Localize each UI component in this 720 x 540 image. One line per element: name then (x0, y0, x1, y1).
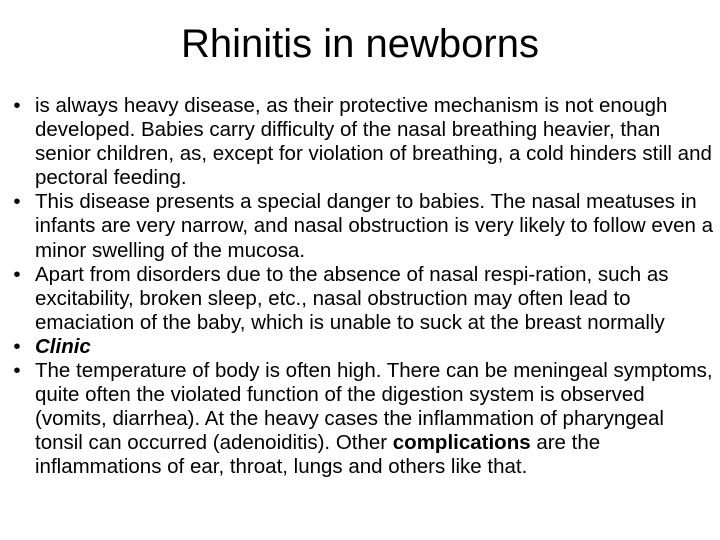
bullet-dot-icon: • (13, 94, 21, 117)
bullet-item-temperature (10, 359, 714, 479)
complications-emphasis: complications (392, 431, 531, 455)
bullet-list (10, 94, 714, 480)
bullet-text: The temperature of body is often high. There can be meningeal symptoms, quite often the violated function of the digestion system is observed (vomits, diarrhea). At the heavy cases the inflammation of pharyngeal tonsil can occurred (adenoiditis). Other (35, 359, 713, 455)
bullet-text: is always heavy disease, as their protective mechanism is not enough developed. Babies carry difficulty of the nasal breathing heavier, than senior children, as, except for violation of breathing, a cold hinders still and pectoral feeding. (35, 94, 712, 190)
bullet-item-disorders (10, 263, 714, 335)
clinic-heading: Clinic (35, 334, 91, 358)
bullet-item-special-danger (10, 190, 714, 262)
bullet-text: are the inflammations of ear, throat, lungs and others like that. (35, 431, 601, 479)
bullet-item-heavy-disease (10, 94, 714, 190)
slide-title: Rhinitis in newborns (181, 22, 539, 66)
bullet-dot-icon: • (13, 359, 21, 383)
bullet-text: Apart from disorders due to the absence of nasal respi-ration, such as excitability, broken sleep, etc., nasal obstruction may often lead to emaciation of the baby, which is unable to suck at the breast normally (35, 262, 669, 334)
bullet-dot-icon: • (13, 334, 21, 358)
bullet-text: This disease presents a special danger to babies. The nasal meatuses in infants are very narrow, and nasal obstruction is very likely to follow even a minor swelling of the mucosa. (35, 190, 713, 262)
bullet-dot-icon: • (13, 190, 21, 214)
bullet-dot-icon: • (13, 262, 21, 286)
bullet-item-clinic (10, 335, 714, 359)
